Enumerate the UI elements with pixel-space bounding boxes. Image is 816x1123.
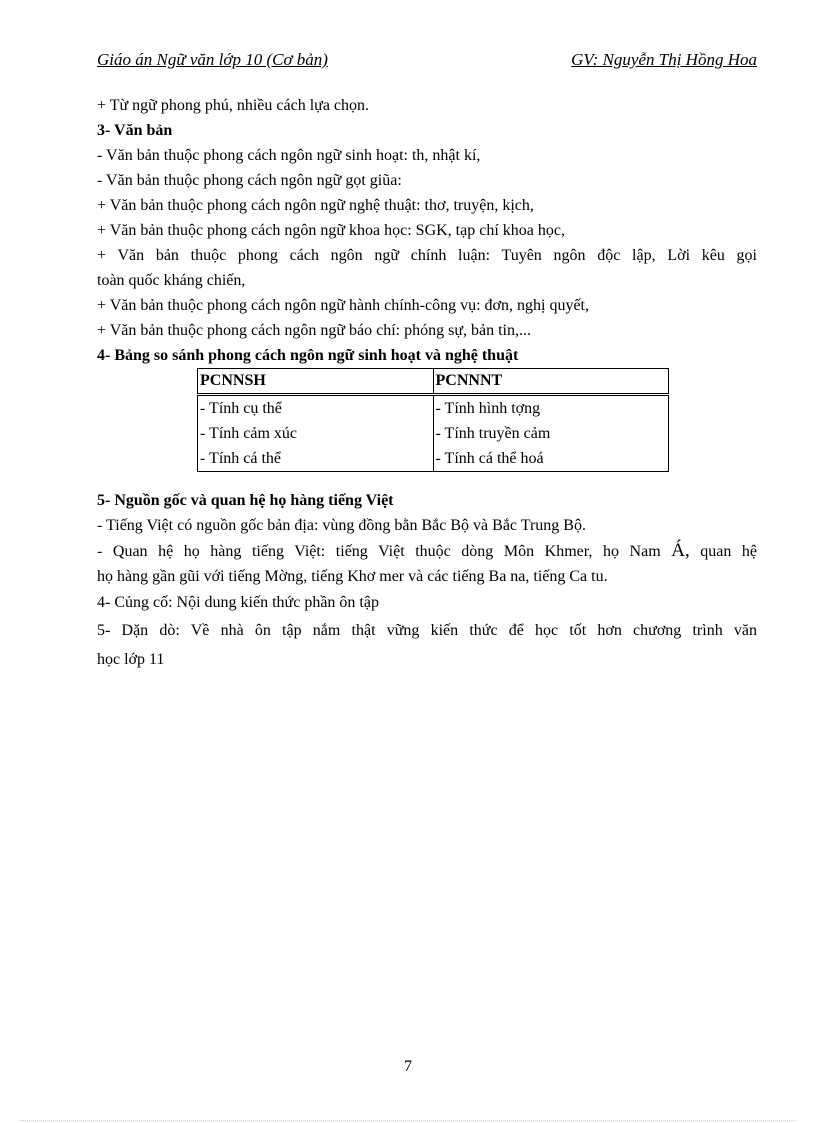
paragraph-line: + Văn bản thuộc phong cách ngôn ngữ chính luận: Tuyên ngôn độc lập, Lời kêu gọi [97,247,757,264]
comparison-table [197,368,669,472]
header-course-title: Giáo án Ngữ văn lớp 10 (Cơ bản) [97,50,328,69]
homework-line: 5- Dặn dò: Về nhà ôn tập nắm thật vững kiến thức để học tốt hơn chương trình văn [97,622,757,639]
paragraph-line: + Văn bản thuộc phong cách ngôn ngữ hành chính-công vụ: đơn, nghị quyết, [97,297,589,314]
table-cell-line: - Tính cảm xúc [200,425,298,442]
paragraph-line: + Văn bản thuộc phong cách ngôn ngữ khoa học: SGK, tạp chí khoa học, [97,222,565,239]
table-cell-line: - Tính cá thể hoá [435,450,544,467]
text-span: - Quan hệ họ hàng tiếng Việt: tiếng Việt thuộc dòng Môn Khmer, họ Nam [97,543,661,560]
paragraph-line: họ hàng gần gũi với tiếng Mờng, tiếng Khơ mer và các tiếng Ba na, tiếng Ca tu. [97,568,608,585]
table-cell-pcnnsh [198,395,434,472]
table-cell-line: - Tính truyền cảm [435,425,551,442]
table-header-cell: PCNNSH [198,369,434,395]
section-3-heading: 3- Văn bản [97,122,173,139]
page-number: 7 [404,1058,412,1075]
spacer [97,472,757,488]
table-header-row [198,369,669,395]
table-cell-line: - Tính cụ thể [200,400,282,417]
page-header [97,48,757,70]
paragraph-line: - Tiếng Việt có nguồn gốc bản địa: vùng đồng bằn Bắc Bộ và Bắc Trung Bộ. [97,517,586,534]
table-cell-line: - Tính hình tợng [435,400,541,417]
paragraph-line: + Văn bản thuộc phong cách ngôn ngữ nghệ thuật: thơ, truyện, kịch, [97,197,534,214]
paragraph-line: toàn quốc kháng chiến, [97,272,246,289]
document-body [97,93,757,674]
header-teacher-name: GV: Nguyễn Thị Hồng Hoa [571,50,757,69]
section-5-heading: 5- Nguồn gốc và quan hệ họ hàng tiếng Việt [97,492,394,509]
paragraph-line: - Văn bản thuộc phong cách ngôn ngữ gọt giũa: [97,172,402,189]
paragraph-line: - Văn bản thuộc phong cách ngôn ngữ sinh hoạt: th, nhật kí, [97,147,481,164]
homework-line: học lớp 11 [97,651,165,668]
paragraph-line: + Từ ngữ phong phú, nhiều cách lựa chọn. [97,97,370,114]
footer-divider [20,1120,796,1121]
table-header-cell: PCNNNT [433,369,669,395]
section-4-heading: 4- Bảng so sánh phong cách ngôn ngữ sinh hoạt và nghệ thuật [97,347,519,364]
table-cell-pcnnnt [433,395,669,472]
text-span: quan hệ [700,543,758,560]
table-row [198,395,669,472]
paragraph-line [97,538,757,564]
paragraph-line: + Văn bản thuộc phong cách ngôn ngữ báo chí: phóng sự, bản tin,... [97,322,531,339]
table-cell-line: - Tính cá thể [200,450,282,467]
text-span: Á, [671,540,690,561]
consolidation-line: 4- Củng cố: Nội dung kiến thức phần ôn tập [97,594,379,611]
